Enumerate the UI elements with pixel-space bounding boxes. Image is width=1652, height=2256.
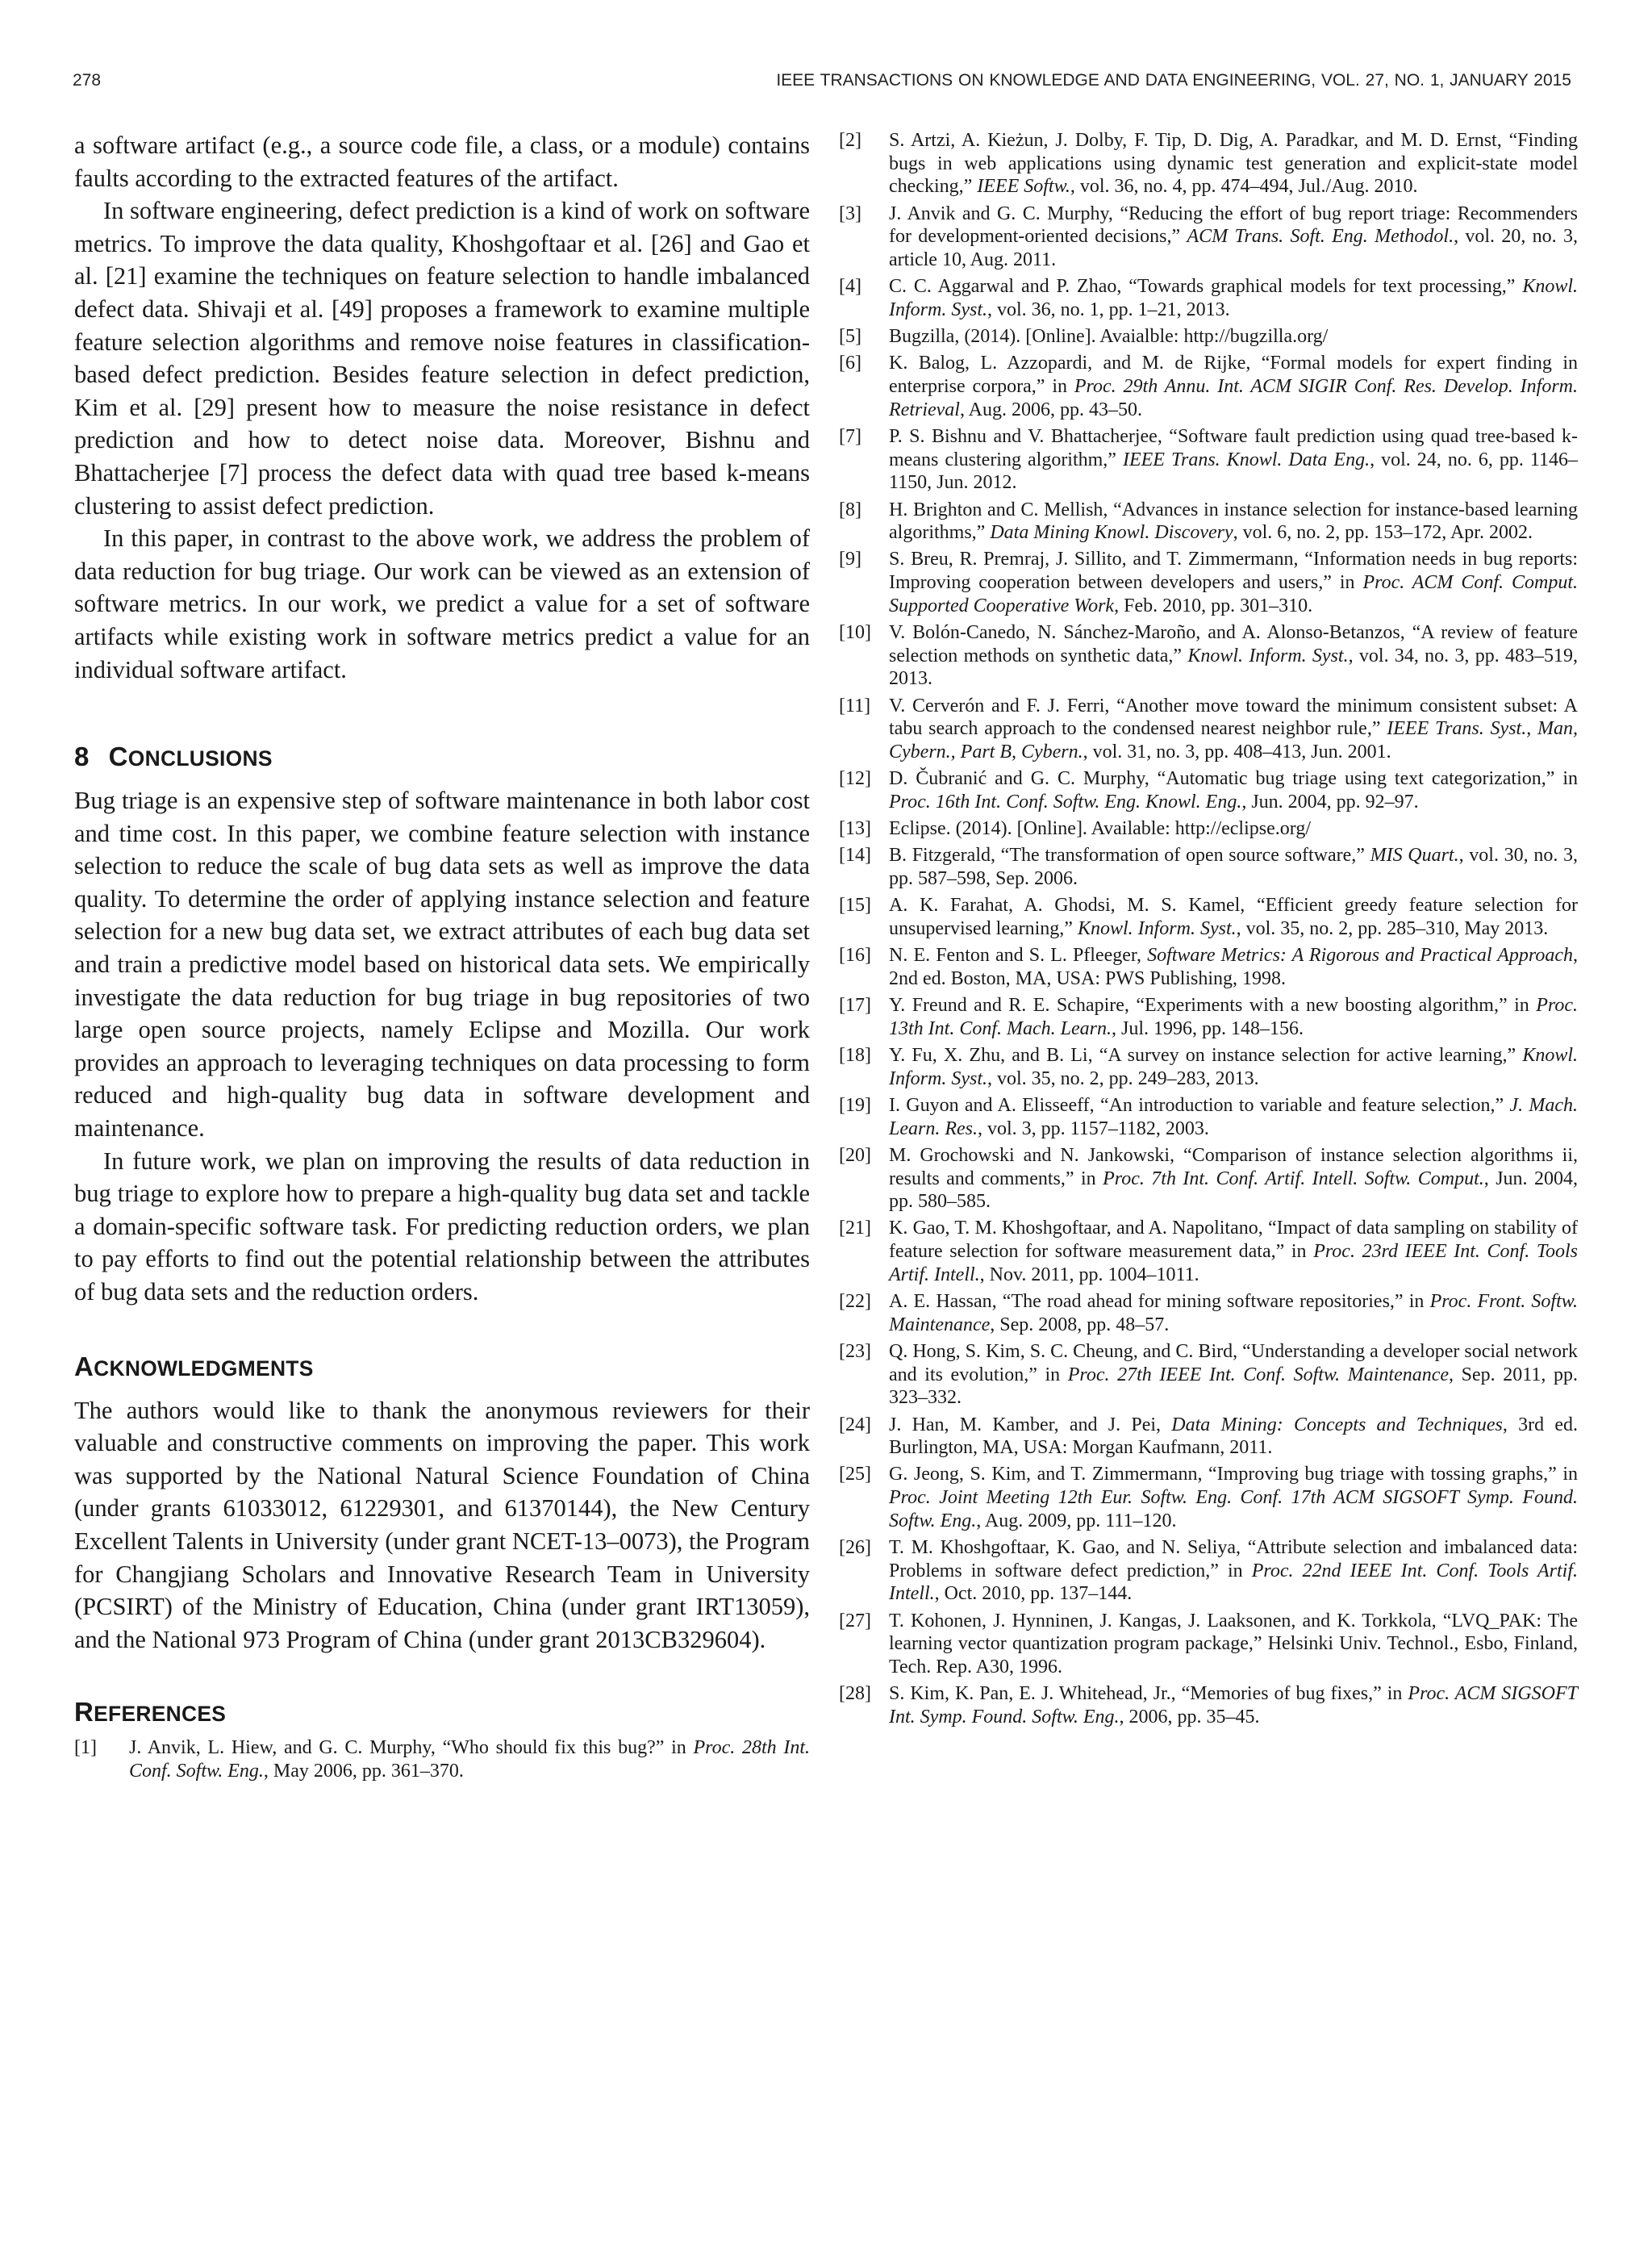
reference-number: [23] <box>839 1340 871 1362</box>
reference-venue: IEEE Trans. Knowl. Data Eng. <box>1122 449 1370 470</box>
conclusions-paragraph: In future work, we plan on improving the results of data reduction in bug triage to explore how to prepare a high-quality bug data set and tackle a domain-specific software task. For predicting reduction orders, we plan to pay efforts to find out the potential relationship between the attributes of bug data sets and the reduction orders. <box>74 1147 810 1306</box>
reference-number: [3] <box>839 203 861 224</box>
reference-item <box>839 325 1578 349</box>
reference-venue: IEEE Softw. <box>977 176 1070 198</box>
conclusions-paragraph: Bug triage is an expensive step of software maintenance in both labor cost and time cost. In this paper, we combine feature selection with instance selection to reduce the scale of bug data sets as well as improve the data quality. To determine the order of applying instance selection and feature selection for a new bug data set, we extract attributes of each bug data set and train a predictive model based on historical data sets. We empirically investigate the data reduction for bug triage in bug repositories of two large open source projects, namely Eclipse and Mozilla. Our work provides an approach to leveraging techniques on data processing to form reduced and high-quality bug data in software development and maintenance. <box>74 787 810 1143</box>
reference-text-end: , Nov. 2011, pp. 1004–1011. <box>979 1264 1199 1285</box>
reference-text: T. M. Khoshgoftaar, K. Gao, and N. Seliya, “Attribute selection and imbalanced data: Problems in software defect prediction,” in <box>889 1537 1578 1581</box>
reference-text: K. Gao, T. M. Khoshgoftaar, and A. Napolitano, “Impact of data sampling on stability of feature selection for software measurement data,” in <box>889 1218 1578 1263</box>
reference-number: [20] <box>839 1144 871 1166</box>
reference-venue: Data Mining: Concepts and Techniques <box>1171 1414 1503 1435</box>
reference-item <box>839 695 1578 764</box>
reference-item <box>839 352 1578 421</box>
reference-venue: Knowl. Inform. Syst. <box>1077 918 1237 939</box>
reference-item <box>839 1610 1578 1679</box>
reference-item <box>839 817 1578 841</box>
reference-text-end: , 2nd ed. Boston, MA, USA: PWS Publishing, 1998. <box>889 945 1578 989</box>
reference-text: A. E. Hassan, “The road ahead for mining software repositories,” in <box>889 1291 1430 1313</box>
reference-text-end: , vol. 3, pp. 1157–1182, 2003. <box>978 1118 1209 1139</box>
reference-item <box>839 1094 1578 1140</box>
reference-text: D. Čubranić and G. C. Murphy, “Automatic bug triage using text categorization,” in <box>889 768 1578 790</box>
reference-text: G. Jeong, S. Kim, and T. Zimmermann, “Improving bug triage with tossing graphs,” in <box>889 1464 1578 1485</box>
reference-item <box>839 994 1578 1040</box>
reference-text-end: , Jul. 1996, pp. 148–156. <box>1112 1017 1304 1039</box>
reference-venue: MIS Quart. <box>1370 845 1459 867</box>
body-paragraph: In software engineering, defect prediction is a kind of work on software metrics. To improve the data quality, Khoshgoftaar et al. [26] and Gao et al. [21] examine the techniques on feature selection to handle imbalanced defect data. Shivaji et al. [49] proposes a framework to examine multiple feature selection algorithms and remove noise features in classification-based defect prediction. Besides feature selection in defect prediction, Kim et al. [29] present how to measure the noise resistance in defect prediction and how to detect noise data. Moreover, Bishnu and Bhattacherjee [7] process the defect data with quad tree based k-means clustering to assist defect prediction. <box>74 197 810 520</box>
reference-text: V. Bolón-Canedo, N. Sánchez-Maroño, and A. Alonso-Betanzos, “A review of feature selection methods on synthetic data,” <box>889 622 1578 666</box>
reference-venue: Data Mining Knowl. Discovery <box>990 522 1233 544</box>
reference-venue: IEEE Trans. Syst., Man, Cybern., Part B, Cybern. <box>889 718 1579 763</box>
reference-text-end: , vol. 30, no. 3, pp. 587–598, Sep. 2006. <box>889 845 1579 890</box>
reference-number: [22] <box>839 1291 871 1313</box>
reference-number: [8] <box>839 499 861 520</box>
reference-number: [7] <box>839 425 861 447</box>
reference-text: Eclipse. (2014). [Online]. Available: http://eclipse.org/ <box>889 818 1311 840</box>
reference-venue: Proc. 16th Int. Conf. Softw. Eng. Knowl. Eng. <box>889 791 1242 813</box>
reference-item <box>839 1217 1578 1286</box>
reference-number: [13] <box>839 818 871 840</box>
reference-item <box>839 203 1578 272</box>
reference-text-end: , 2006, pp. 35–45. <box>1119 1707 1260 1728</box>
reference-text-end: , Sep. 2008, pp. 48–57. <box>990 1314 1170 1335</box>
reference-text-end: , vol. 24, no. 6, pp. 1146–1150, Jun. 2012. <box>889 449 1578 494</box>
reference-text-end: , 3rd ed. Burlington, MA, USA: Morgan Kaufmann, 2011. <box>889 1414 1578 1459</box>
reference-number: [26] <box>839 1537 871 1559</box>
reference-text-end: , vol. 35, no. 2, pp. 249–283, 2013. <box>987 1067 1259 1089</box>
reference-venue: Proc. 29th Annu. Int. ACM SIGIR Conf. Res. Develop. Inform. Retrieval <box>889 376 1578 420</box>
reference-text: V. Cerverón and F. J. Ferri, “Another move toward the minimum consistent subset: A tabu search approach to the condensed nearest neighbor rule,” <box>889 695 1578 740</box>
reference-text: Q. Hong, S. Kim, S. C. Cheung, and C. Bird, “Understanding a developer social network and its evolution,” in <box>889 1340 1578 1385</box>
reference-item <box>839 425 1578 495</box>
reference-text-end: , Sep. 2011, pp. 323–332. <box>889 1364 1578 1409</box>
reference-text: Y. Fu, X. Zhu, and B. Li, “A survey on instance selection for active learning,” <box>889 1045 1523 1067</box>
reference-item <box>839 767 1578 813</box>
reference-text-end: , vol. 34, no. 3, pp. 483–519, 2013. <box>889 645 1579 690</box>
reference-number: [25] <box>839 1464 871 1485</box>
reference-text: B. Fitzgerald, “The transformation of open source software,” <box>889 845 1370 867</box>
reference-venue: Knowl. Inform. Syst. <box>1187 645 1349 666</box>
reference-item <box>839 844 1578 890</box>
reference-text: J. Han, M. Kamber, and J. Pei, <box>889 1414 1172 1435</box>
reference-venue: Proc. ACM SIGSOFT Int. Symp. Found. Softw. Eng. <box>889 1683 1578 1728</box>
reference-number: [16] <box>839 945 871 967</box>
reference-number: [12] <box>839 768 871 790</box>
reference-text: P. S. Bishnu and V. Bhattacherjee, “Software fault prediction using quad tree-based k-means clustering algorithm,” <box>889 425 1578 470</box>
reference-item <box>839 944 1578 990</box>
reference-number: [4] <box>839 276 861 298</box>
section-heading-conclusions: 8 CONCLUSIONS <box>74 742 273 772</box>
reference-item <box>839 1340 1578 1410</box>
section-heading-references: REFERENCES <box>74 1697 227 1728</box>
reference-number: [10] <box>839 622 871 644</box>
reference-venue: Knowl. Inform. Syst. <box>889 1045 1578 1089</box>
reference-number: [11] <box>839 695 871 716</box>
reference-venue: Proc. ACM Conf. Comput. Supported Cooperative Work <box>889 572 1578 616</box>
reference-text-end: , vol. 6, no. 2, pp. 153–172, Apr. 2002. <box>1233 522 1533 544</box>
body-paragraph: In this paper, in contrast to the above work, we address the problem of data reduction for bug triage. Our work can be viewed as an extension of software metrics. In our work, we predict a value for a set of software artifacts while existing work in software metrics predict a value for an individual software artifact. <box>74 524 810 683</box>
body-paragraph: a software artifact (e.g., a source code file, a class, or a module) contains faults according to the extracted features of the artifact. <box>74 132 810 192</box>
reference-number: [21] <box>839 1218 871 1239</box>
reference-text-end: , vol. 36, no. 4, pp. 474–494, Jul./Aug. 2010. <box>1070 176 1418 198</box>
reference-text: H. Brighton and C. Mellish, “Advances in instance selection for instance-based learning algorithms,” <box>889 499 1578 544</box>
reference-number: [28] <box>839 1683 871 1705</box>
reference-number: [1] <box>74 1737 97 1759</box>
reference-number: [18] <box>839 1045 871 1067</box>
reference-text-end: , Jun. 2004, pp. 580–585. <box>889 1168 1578 1213</box>
reference-text-end: , Aug. 2009, pp. 111–120. <box>976 1510 1177 1531</box>
reference-venue: Software Metrics: A Rigorous and Practical Approach <box>1147 945 1573 967</box>
running-header <box>73 71 1571 95</box>
acknowledgments-paragraph: The authors would like to thank the anonymous reviewers for their valuable and constructive comments on improving the paper. This work was supported by the National Natural Science Foundation of China (under grants 61033012, 61229301, and 61370144), the New Century Excellent Talents in University (under grant NCET-13–0073), the Program for Changjiang Scholars and Innovative Research Team in University (PCSIRT) of the Ministry of Education, China (under grant IRT13059), and the National 973 Program of China (under grant 2013CB329604). <box>74 1396 810 1653</box>
reference-text-end: , Jun. 2004, pp. 92–97. <box>1241 791 1419 813</box>
reference-venue: Proc. 13th Int. Conf. Mach. Learn. <box>889 995 1578 1039</box>
reference-text-end: , vol. 31, no. 3, pp. 408–413, Jun. 2001. <box>1083 742 1391 763</box>
reference-text: S. Artzi, A. Kieżun, J. Dolby, F. Tip, D. Dig, A. Paradkar, and M. D. Ernst, “Finding bugs in web applications using dynamic test generation and explicit-state model checking,” <box>889 130 1578 198</box>
section-number: 8 <box>74 742 90 772</box>
reference-text: N. E. Fenton and S. L. Pfleeger, <box>889 945 1148 967</box>
reference-venue: ACM Trans. Soft. Eng. Methodol. <box>1187 226 1454 248</box>
reference-venue: Proc. Joint Meeting 12th Eur. Softw. Eng. Conf. 17th ACM SIGSOFT Symp. Found. Softw. Eng. <box>889 1487 1578 1531</box>
section-heading-acknowledgments: ACKNOWLEDGMENTS <box>74 1351 314 1381</box>
journal-title: IEEE TRANSACTIONS ON KNOWLEDGE AND DATA ENGINEERING, VOL. 27, NO. 1, JANUARY 2015 <box>776 71 1571 90</box>
reference-text: J. Anvik and G. C. Murphy, “Reducing the effort of bug report triage: Recommenders for development-oriented decisions,” <box>889 203 1578 248</box>
reference-item <box>839 1044 1578 1090</box>
reference-text: I. Guyon and A. Elisseeff, “An introduction to variable and feature selection,” <box>889 1094 1510 1116</box>
reference-number: [15] <box>839 895 871 917</box>
reference-item <box>839 621 1578 691</box>
reference-item <box>839 1536 1578 1606</box>
reference-number: [27] <box>839 1610 871 1631</box>
left-column <box>74 129 810 1786</box>
reference-venue: Proc. 27th IEEE Int. Conf. Softw. Maintenance <box>1067 1364 1450 1385</box>
reference-text: M. Grochowski and N. Jankowski, “Comparison of instance selection algorithms ii, results and comments,” in <box>889 1144 1578 1189</box>
page-number: 278 <box>73 71 102 90</box>
reference-text-end: , vol. 20, no. 3, article 10, Aug. 2011. <box>889 226 1578 271</box>
reference-text-end: , vol. 35, no. 2, pp. 285–310, May 2013. <box>1236 918 1549 939</box>
references-list <box>839 129 1578 1732</box>
reference-item <box>839 548 1578 617</box>
reference-item <box>839 275 1578 321</box>
reference-text-end: , Oct. 2010, pp. 137–144. <box>934 1583 1133 1605</box>
reference-item <box>839 894 1578 940</box>
reference-text: S. Kim, K. Pan, E. J. Whitehead, Jr., “Memories of bug fixes,” in <box>889 1683 1408 1705</box>
reference-venue: Proc. Front. Softw. Maintenance <box>889 1291 1578 1335</box>
reference-text: S. Breu, R. Premraj, J. Sillito, and T. Zimmermann, “Information needs in bug reports: Improving cooperation between developers and users,” in <box>889 549 1578 594</box>
reference-venue: Proc. 7th Int. Conf. Artif. Intell. Softw. Comput. <box>1103 1168 1484 1189</box>
reference-item <box>839 1414 1578 1460</box>
reference-number: [17] <box>839 995 871 1017</box>
reference-number: [9] <box>839 549 861 570</box>
reference-text: A. K. Farahat, A. Ghodsi, M. S. Kamel, “Efficient greedy feature selection for unsupervised learning,” <box>889 895 1578 939</box>
reference-venue: J. Mach. Learn. Res. <box>889 1094 1579 1139</box>
reference-number: [6] <box>839 353 861 374</box>
reference-number: [24] <box>839 1414 871 1435</box>
reference-text: C. C. Aggarwal and P. Zhao, “Towards graphical models for text processing,” <box>889 276 1523 298</box>
reference-text-end: , vol. 36, no. 1, pp. 1–21, 2013. <box>987 299 1230 320</box>
reference-text-end: , Aug. 2006, pp. 43–50. <box>959 399 1142 420</box>
reference-item <box>839 1682 1578 1728</box>
reference-item <box>839 1463 1578 1532</box>
reference-item <box>839 129 1578 198</box>
reference-venue: Proc. 28th Int. Conf. Softw. Eng. <box>129 1737 810 1782</box>
reference-item <box>839 1144 1578 1214</box>
reference-item <box>839 1290 1578 1336</box>
reference-text: K. Balog, L. Azzopardi, and M. de Rijke, “Formal models for expert finding in enterprise corpora,” in <box>889 353 1578 398</box>
reference-text-end: , Feb. 2010, pp. 301–310. <box>1114 595 1313 616</box>
reference-item <box>839 499 1578 545</box>
reference-text: Y. Freund and R. E. Schapire, “Experiments with a new boosting algorithm,” in <box>889 995 1537 1017</box>
reference-number: [5] <box>839 326 861 348</box>
reference-number: [2] <box>839 130 861 151</box>
reference-venue: Proc. 22nd IEEE Int. Conf. Tools Artif. Intell. <box>889 1560 1578 1605</box>
reference-venue: Knowl. Inform. Syst. <box>889 276 1578 320</box>
reference-text: Bugzilla, (2014). [Online]. Avaialble: http://bugzilla.org/ <box>889 326 1329 348</box>
reference-item: [1] J. Anvik, L. Hiew, and G. C. Murphy, “Who should fix this bug?” in Proc. 28th Int. Conf. Softw. Eng., May 2006, pp. 361–370. <box>74 1737 810 1782</box>
reference-number: [14] <box>839 845 871 867</box>
reference-number: [19] <box>839 1094 871 1116</box>
reference-text: T. Kohonen, J. Hynninen, J. Kangas, J. Laaksonen, and K. Torkkola, “LVQ_PAK: The learning vector quantization program package,” Helsinki Univ. Technol., Esbo, Finland, Tech. Rep. A30, 1996. <box>889 1610 1578 1678</box>
reference-venue: Proc. 23rd IEEE Int. Conf. Tools Artif. Intell. <box>889 1241 1579 1285</box>
